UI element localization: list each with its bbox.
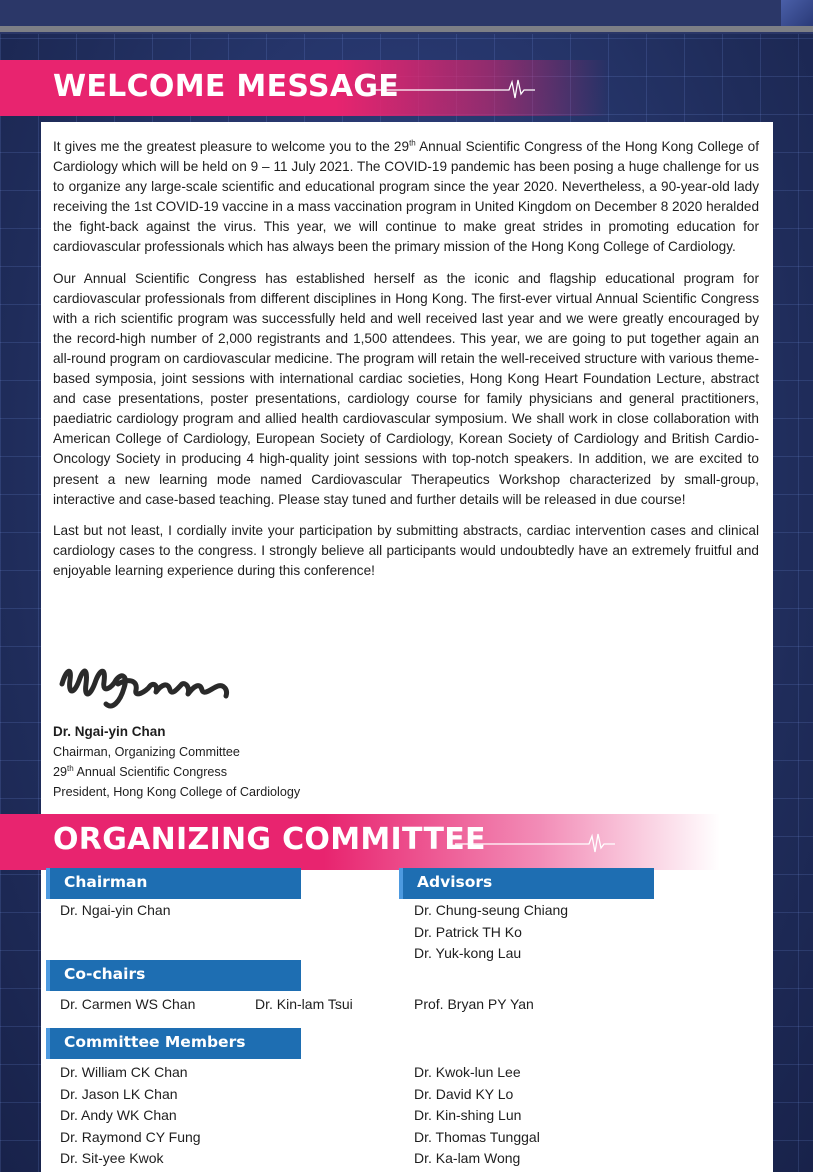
top-strip (0, 26, 813, 32)
signer-name: Dr. Ngai-yin Chan (53, 724, 166, 739)
members-heading: Committee Members (46, 1028, 301, 1059)
committee-name: Dr. Kin-lam Tsui (255, 996, 353, 1012)
heartbeat-pulse-icon (455, 832, 615, 856)
paragraph-3: Last but not least, I cordially invite your participation by submitting abstracts, cardiac intervention cases and clinical cardiology cases to the congress. I strongly believe all participants would undoubtedly have an extremely fruitful and enjoyable learning experience during this conference! (53, 522, 759, 578)
committee-name: Prof. Bryan PY Yan (414, 996, 534, 1012)
paragraph-2: Our Annual Scientific Congress has established herself as the iconic and flagship educational program for cardiovascular professionals from different disciplines in Hong Kong. The first-ever virtual Annual Scientific Congress with a rich scientific program was successfully held and well received last year and we were greatly encouraged by the record-high number of 2,000 registrants and 1,500 attendees. This year, we are going to put together again an all-round program on cardiovascular medicine. The program will retain the well-received structure with various theme-based symposia, joint sessions with international cardiac societies, Hong Kong Heart Foundation Lecture, abstract and case presentations, poster presentations, cardiology course for family physicians and general practitioners, paediatric cardiology program and allied health cardiovascular symposium. We shall work in close collaboration with American College of Cardiology, European Society of Cardiology, Korean Society of Cardiology and British Cardio-Oncology Society in producing 4 high-quality joint sessions with top-notch speakers. In addition, we are excited to present a new learning mode named Cardiovascular Therapeutics Workshop characterized by small-group, interactive and case-based teaching. Please stay tuned and further details will be released in due course! (53, 270, 759, 507)
handwritten-signature (58, 658, 238, 718)
corner-decoration (781, 0, 813, 26)
signature-block (53, 722, 300, 802)
welcome-letter (53, 137, 759, 592)
signer-role: President, Hong Kong College of Cardiology (53, 785, 301, 799)
committee-name: Dr. William CK Chan (60, 1064, 188, 1080)
heartbeat-pulse-icon (375, 78, 535, 102)
advisors-heading: Advisors (399, 868, 654, 899)
committee-name: Dr. Yuk-kong Lau (414, 945, 522, 961)
committee-name: Dr. Ka-lam Wong (414, 1150, 521, 1166)
committee-title: ORGANIZING COMMITTEE (53, 822, 486, 857)
committee-name: Dr. Sit-yee Kwok (60, 1150, 164, 1166)
committee-name: Dr. Thomas Tunggal (414, 1128, 540, 1145)
paragraph-1: It gives me the greatest pleasure to welcome you to the 29th Annual Scientific Congress of the Hong Kong College of Cardiology which will be held on 9 – 11 July 2021. The COVID-19 pandemic has been posing a huge challenge for us to organize any large-scale scientific and educational program since the year 2020. Nevertheless, a 90-year-old lady receiving the 1st COVID-19 vaccine in a mass vaccination program in United Kingdom on December 8 2020 heralded the fight-back against the virus. This year, we will continue to make great strides in promoting education for cardiovascular professionals which has always been the primary mission of the Hong Kong College of Cardiology. (53, 138, 760, 255)
committee-name: Dr. Ngai-yin Chan (60, 902, 171, 918)
cochairs-heading: Co-chairs (46, 960, 301, 991)
committee-name: Dr. Kin-shing Lun (414, 1107, 522, 1123)
advisors-list (414, 900, 568, 965)
committee-name: Dr. Carmen WS Chan (60, 996, 196, 1012)
chairman-heading: Chairman (46, 868, 301, 899)
signer-role: 29th Annual Scientific Congress (53, 763, 227, 779)
signer-role: Chairman, Organizing Committee (53, 745, 240, 759)
committee-name: Dr. Patrick TH Ko (414, 923, 522, 940)
chairman-list (60, 900, 171, 922)
members-list-right (414, 1062, 540, 1170)
committee-name: Dr. David KY Lo (414, 1085, 514, 1102)
committee-name: Dr. Chung-seung Chiang (414, 902, 569, 918)
committee-name: Dr. Jason LK Chan (60, 1085, 178, 1102)
committee-name: Dr. Kwok-lun Lee (414, 1064, 521, 1080)
members-list-left (60, 1062, 201, 1170)
committee-name: Dr. Raymond CY Fung (60, 1128, 201, 1145)
welcome-title: WELCOME MESSAGE (53, 69, 400, 104)
welcome-banner (0, 60, 610, 116)
committee-banner (0, 814, 720, 870)
committee-name: Dr. Andy WK Chan (60, 1107, 177, 1123)
